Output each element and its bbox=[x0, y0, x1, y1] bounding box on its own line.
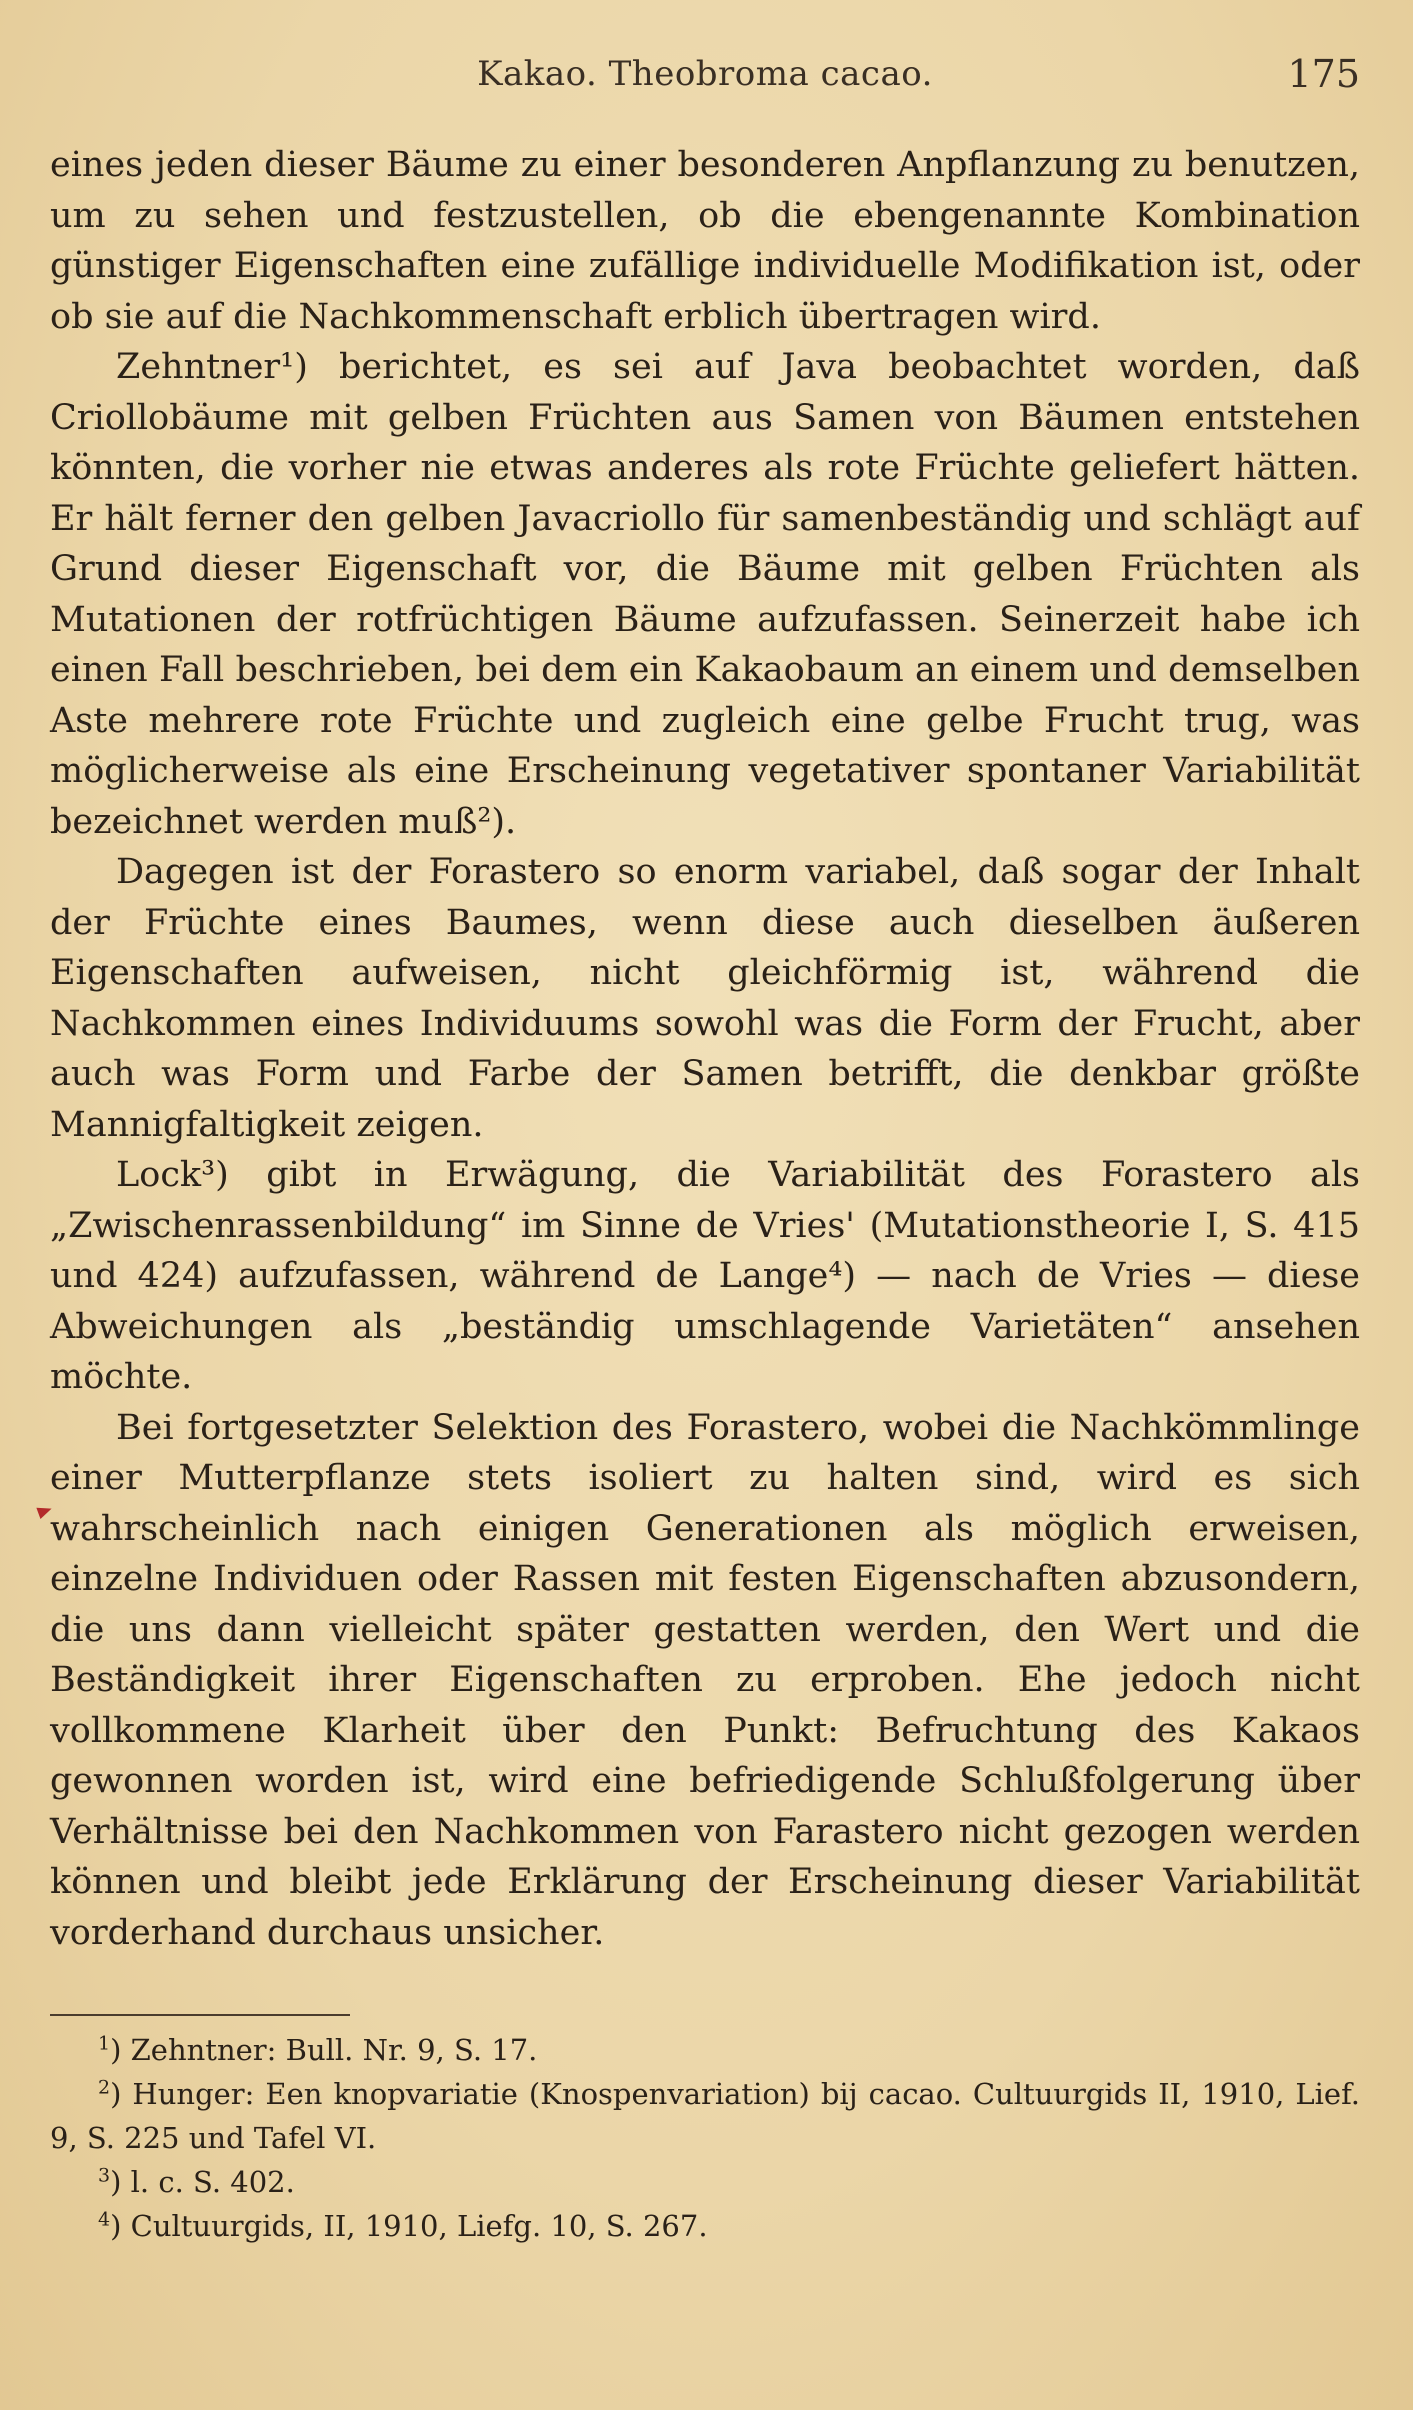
paragraph-selection: Bei fortgesetzter Selektion des Forastero, wobei die Nachkömmlinge einer Mutterpflanze stets isoliert zu halten sind, wird es sich wahrscheinlich nach einigen Generationen als möglich erweisen, einzelne Individuen oder Rassen mit festen Eigenschaften abzusondern, die uns dann vielleicht später gestatten werden, den Wert und die Beständigkeit ihrer Eigenschaften zu erproben. Ehe jedoch nicht vollkommene Klarheit über den Punkt: Befruchtung des Kakaos gewonnen worden ist, wird eine befriedigende Schlußfolgerung über Verhältnisse bei den Nachkommen von Farastero nicht gezogen werden können und bleibt jede Erklärung der Erscheinung dieser Variabilität vorderhand durchaus unsicher. bbox=[50, 1407, 1360, 1953]
footnote bbox=[50, 2160, 1360, 2204]
body-text bbox=[50, 140, 1360, 1958]
page-number: 175 bbox=[1287, 52, 1360, 96]
footnote-mark: 2 bbox=[98, 2076, 111, 2099]
footnote-rule bbox=[50, 2014, 350, 2016]
footnote-text: ) Cultuurgids, II, 1910, Liefg. 10, S. 267. bbox=[110, 2209, 708, 2243]
paragraph-lock: Lock³) gibt in Erwägung, die Variabilität des Forastero als „Zwischenrassenbildung“ im Sinne de Vries' (Mutationstheorie I, S. 415 und 424) aufzufassen, während de Lange⁴) — nach de Vries — diese Abweichungen als „beständig umschlagende Varietäten“ ansehen möchte. bbox=[50, 1155, 1360, 1397]
footnote-mark: 1 bbox=[98, 2032, 111, 2055]
footnote bbox=[50, 2072, 1360, 2160]
paragraph-forastero-variability: Dagegen ist der Forastero so enorm variabel, daß sogar der Inhalt der Früchte eines Baumes, wenn diese auch dieselben äußeren Eigenschaften aufweisen, nicht gleichförmig ist, während die Nachkommen eines Individuums sowohl was die Form der Frucht, aber auch was Form und Farbe der Samen betrifft, die denkbar größte Mannigfaltigkeit zeigen. bbox=[50, 852, 1360, 1145]
running-head: Kakao. Theobroma cacao. bbox=[477, 54, 933, 94]
page-header bbox=[50, 48, 1360, 108]
footnote bbox=[50, 2028, 1360, 2072]
footnote-mark: 4 bbox=[98, 2208, 111, 2231]
footnote-text: ) Hunger: Een knopvariatie (Knospenvariation) bij cacao. Cultuurgids II, 1910, Lief. 9, S. 225 und Tafel VI. bbox=[50, 2077, 1360, 2155]
paragraph-zehntner: Zehntner¹) berichtet, es sei auf Java beobachtet worden, daß Criollobäume mit gelben Früchten aus Samen von Bäumen entstehen könnten, die vorher nie etwas anderes als rote Früchte geliefert hätten. Er hält ferner den gelben Javacriollo für samenbeständig und schlägt auf Grund dieser Eigenschaft vor, die Bäume mit gelben Früchten als Mutationen der rotfrüchtigen Bäume aufzufassen. Seinerzeit habe ich einen Fall beschrieben, bei dem ein Kakaobaum an einem und demselben Aste mehrere rote Früchte und zugleich eine gelbe Frucht trug, was möglicherweise als eine Erscheinung vegetativer spontaner Variabilität bezeichnet werden muß²). bbox=[50, 347, 1360, 842]
footnote-text: ) l. c. S. 402. bbox=[110, 2165, 295, 2199]
footnote-mark: 3 bbox=[98, 2164, 111, 2187]
footnotes bbox=[50, 2028, 1360, 2248]
footnote bbox=[50, 2204, 1360, 2248]
footnote-text: ) Zehntner: Bull. Nr. 9, S. 17. bbox=[110, 2033, 538, 2067]
paragraph-continuation: eines jeden dieser Bäume zu einer besonderen Anpflanzung zu benutzen, um zu sehen und festzustellen, ob die ebengenannte Kombination günstiger Eigenschaften eine zufällige individuelle Modifikation ist, oder ob sie auf die Nachkommenschaft erblich übertragen wird. bbox=[50, 145, 1360, 337]
